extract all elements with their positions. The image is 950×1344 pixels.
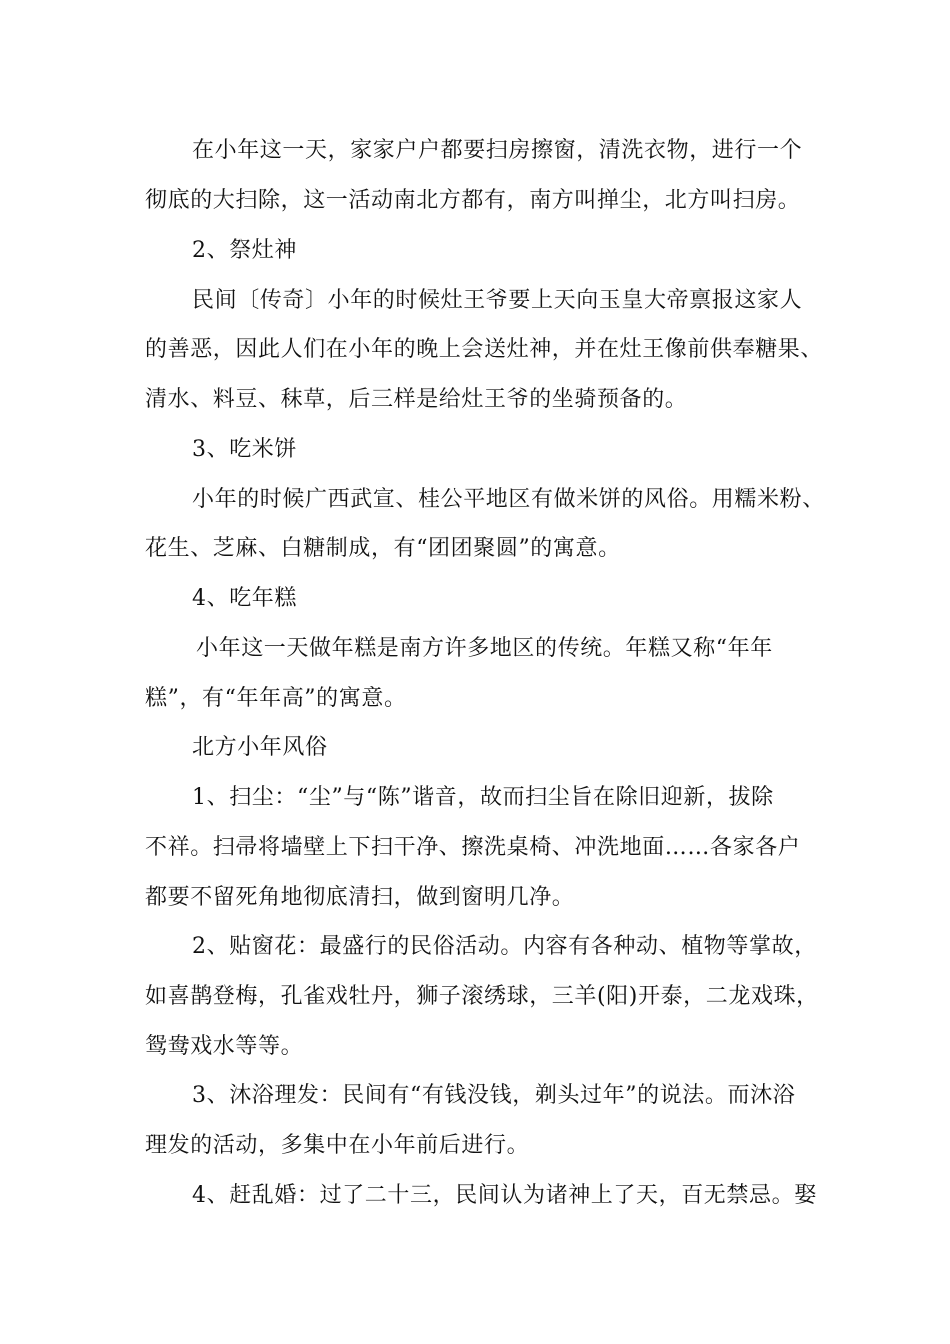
- section-heading: 北方小年风俗: [192, 735, 328, 760]
- paragraph-line: 不祥。扫帚将墙壁上下扫干净、擦洗桌椅、冲洗地面……各家各户: [145, 835, 801, 860]
- paragraph-line: 2、贴窗花：最盛行的民俗活动。内容有各种动、植物等掌故，: [192, 934, 817, 959]
- section-heading: 3、吃米饼: [192, 437, 297, 462]
- paragraph-line: 小年这一天做年糕是南方许多地区的传统。年糕又称“年年: [196, 636, 773, 661]
- paragraph-line: 小年的时候广西武宣、桂公平地区有做米饼的风俗。用糯米粉、: [192, 487, 825, 512]
- section-heading: 2、祭灶神: [192, 238, 297, 263]
- paragraph-line: 的善恶，因此人们在小年的晚上会送灶神，并在灶王像前供奉糖果、: [145, 337, 824, 362]
- paragraph-line: 彻底的大扫除，这一活动南北方都有，南方叫掸尘，北方叫扫房。: [145, 188, 801, 213]
- paragraph-line: 如喜鹊登梅，孔雀戏牡丹，狮子滚绣球，三羊(阳)开泰，二龙戏珠，: [145, 984, 819, 1009]
- paragraph-line: 糕”，有“年年高”的寓意。: [145, 686, 407, 711]
- paragraph-line: 4、赶乱婚：过了二十三，民间认为诸神上了天，百无禁忌。娶: [192, 1183, 817, 1208]
- paragraph-line: 在小年这一天，家家户户都要扫房擦窗，清洗衣物，进行一个: [192, 138, 803, 163]
- paragraph-line: 1、扫尘：“尘”与“陈”谐音，故而扫尘旨在除旧迎新，拔除: [192, 785, 774, 810]
- paragraph-line: 鸳鸯戏水等等。: [145, 1034, 304, 1059]
- paragraph-line: 都要不留死角地彻底清扫，做到窗明几净。: [145, 885, 575, 910]
- paragraph-line: 3、沐浴理发：民间有“有钱没钱，剃头过年”的说法。而沐浴: [192, 1083, 796, 1108]
- section-heading: 4、吃年糕: [192, 586, 297, 611]
- paragraph-line: 花生、芝麻、白糖制成，有“团团聚圆”的寓意。: [145, 536, 621, 561]
- paragraph-line: 清水、料豆、秣草，后三样是给灶王爷的坐骑预备的。: [145, 387, 688, 412]
- paragraph-line: 理发的活动，多集中在小年前后进行。: [145, 1133, 530, 1158]
- paragraph-line: 民间〔传奇〕小年的时候灶王爷要上天向玉皇大帝禀报这家人: [192, 288, 803, 313]
